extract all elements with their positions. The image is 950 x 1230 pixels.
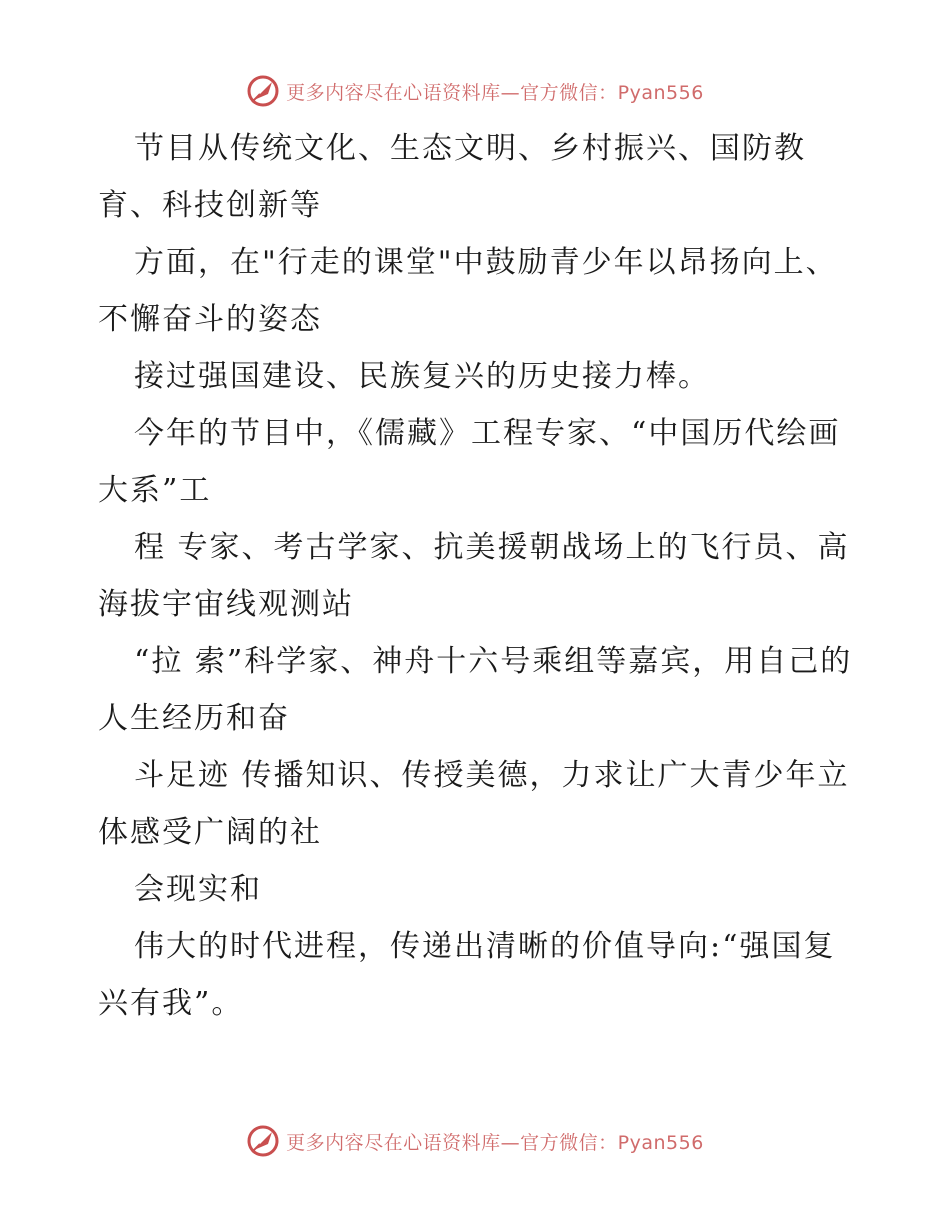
paragraph: 会现实和	[134, 872, 262, 907]
paragraph: 今年的节目中，《儒藏》工程专家、“中国历代绘画大系”工	[98, 416, 841, 508]
paragraph: 接过强国建设、民族复兴的历史接力棒。	[134, 359, 710, 394]
feather-logo-icon	[246, 74, 280, 108]
paragraph: “拉 索”科学家、神舟十六号乘组等嘉宾，用自己的人生经历和奋	[98, 644, 853, 736]
paragraph: 节目从传统文化、生态文明、乡村振兴、国防教育、科技创新等	[98, 131, 806, 223]
paragraph: 伟大的时代进程，传递出清晰的价值导向:“强国复兴有我”。	[98, 929, 836, 1021]
footer-watermark	[0, 1124, 950, 1158]
document-body	[98, 120, 858, 1032]
paragraph: 程 专家、考古学家、抗美援朝战场上的飞行员、高海拔宇宙线观测站	[98, 530, 850, 622]
watermark-text: 更多内容尽在心语资料库—官方微信：Pyan556	[286, 1131, 704, 1154]
header-watermark	[0, 74, 950, 108]
paragraph: 方面，在"行走的课堂"中鼓励青少年以昂扬向上、不懈奋斗的姿态	[98, 245, 838, 337]
paragraph: 斗足迹 传播知识、传授美德，力求让广大青少年立体感受广阔的社	[98, 758, 850, 850]
watermark-text: 更多内容尽在心语资料库—官方微信：Pyan556	[286, 81, 704, 104]
feather-logo-icon	[246, 1124, 280, 1158]
